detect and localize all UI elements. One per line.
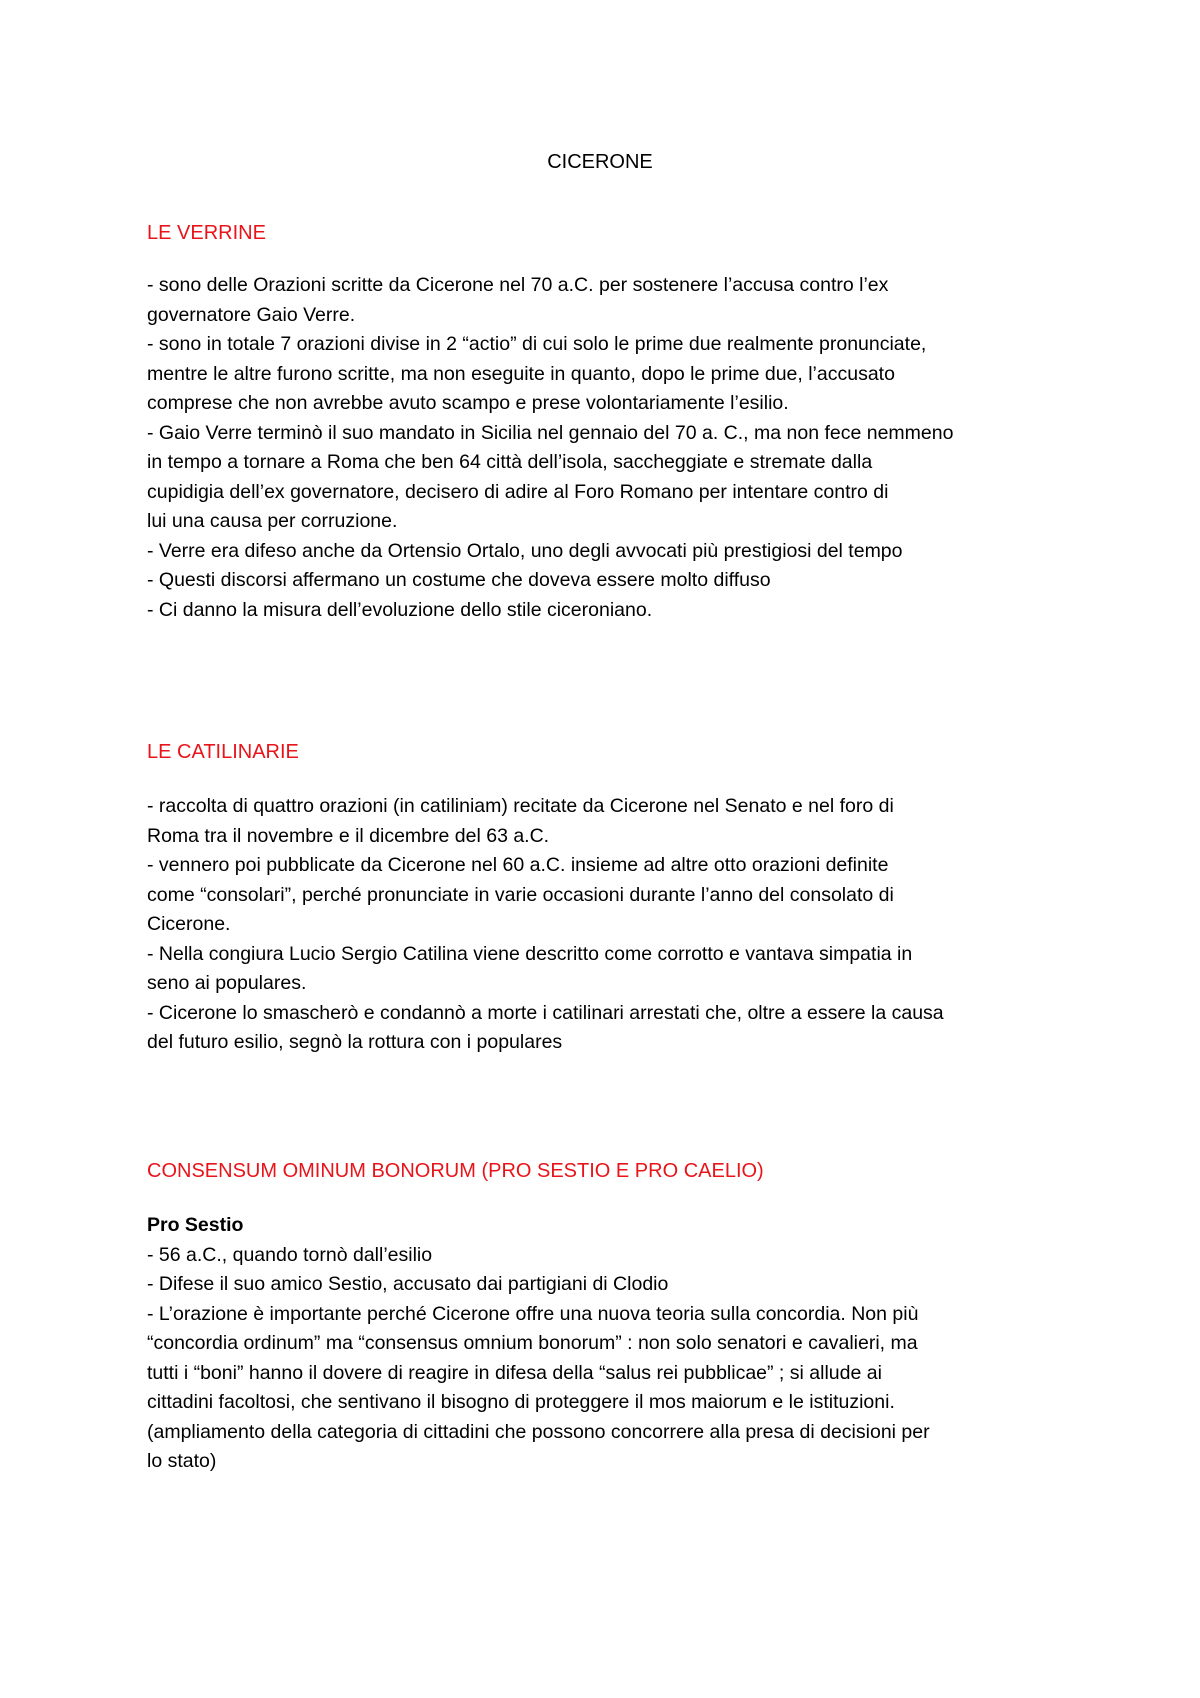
paragraph-line: lui una causa per corruzione. [147,510,398,532]
paragraph-line: governatore Gaio Verre. [147,303,356,326]
paragraph-line: - vennero poi pubblicate da Cicerone nel 60 a.C. insieme ad altre otto orazioni definite [147,854,889,876]
paragraph-line: lo stato) [147,1450,217,1472]
section-heading-consensum: CONSENSUM OMINUM BONORUM (PRO SESTIO E PRO CAELIO) [147,1160,764,1182]
paragraph-line: - sono in totale 7 orazioni divise in 2 “actio” di cui solo le prime due realmente pronunciate, [147,333,927,355]
paragraph-line: - Cicerone lo smascherò e condannò a morte i catilinari arrestati che, oltre a essere la causa [147,1001,944,1024]
paragraph-line: - Ci danno la misura dell’evoluzione dello stile ciceroniano. [147,598,653,621]
paragraph-line: - L’orazione è importante perché Cicerone offre una nuova teoria sulla concordia. Non più [147,1302,919,1325]
paragraph-line: tutti i “boni” hanno il dovere di reagire in difesa della “salus rei pubblicae” ; si allude ai [147,1361,882,1384]
paragraph-line: del futuro esilio, segnò la rottura con i populares [147,1031,563,1053]
paragraph-line: seno ai populares. [147,972,307,994]
section-heading-verrine: LE VERRINE [147,222,266,244]
paragraph-line: cittadini facoltosi, che sentivano il bisogno di proteggere il mos maiorum e le istituzioni. [147,1391,895,1413]
paragraph-line: in tempo a tornare a Roma che ben 64 città dell’isola, saccheggiate e stremate dalla [147,451,873,473]
paragraph-line: - sono delle Orazioni scritte da Cicerone nel 70 a.C. per sostenere l’accusa contro l’ex [147,274,889,296]
paragraph-line: - Difese il suo amico Sestio, accusato dai partigiani di Clodio [147,1273,669,1295]
paragraph-line: “concordia ordinum” ma “consensus omnium bonorum” : non solo senatori e cavalieri, ma [147,1332,918,1354]
paragraph-line: - Gaio Verre terminò il suo mandato in Sicilia nel gennaio del 70 a. C., ma non fece nemmeno [147,421,954,444]
paragraph-line: (ampliamento della categoria di cittadini che possono concorrere alla presa di decisioni per [147,1420,930,1443]
paragraph-line: - raccolta di quattro orazioni (in catiliniam) recitate da Cicerone nel Senato e nel foro di [147,795,894,817]
paragraph-line: Roma tra il novembre e il dicembre del 63 a.C. [147,824,550,847]
paragraph-line: - Verre era difeso anche da Ortensio Ortalo, uno degli avvocati più prestigiosi del tempo [147,539,903,562]
section-body-verrine [147,271,1077,625]
paragraph-line: mentre le altre furono scritte, ma non eseguite in quanto, dopo le prime due, l’accusato [147,362,895,385]
paragraph-line: - Nella congiura Lucio Sergio Catilina viene descritto come corrotto e vantava simpatia in [147,942,913,965]
section-body-consensum [147,1211,1077,1477]
paragraph-line: come “consolari”, perché pronunciate in varie occasioni durante l’anno del consolato di [147,883,894,906]
paragraph-line: - 56 a.C., quando tornò dall’esilio [147,1243,433,1266]
paragraph-line: comprese che non avrebbe avuto scampo e prese volontariamente l’esilio. [147,392,789,414]
section-heading-catilinarie: LE CATILINARIE [147,741,299,763]
paragraph-line: Cicerone. [147,913,231,935]
paragraph-line: - Questi discorsi affermano un costume che doveva essere molto diffuso [147,569,771,591]
subheading-pro-sestio: Pro Sestio [147,1214,244,1236]
document-title: CICERONE [547,151,653,173]
section-body-catilinarie [147,792,1077,1058]
paragraph-line: cupidigia dell’ex governatore, decisero di adire al Foro Romano per intentare contro di [147,480,889,503]
